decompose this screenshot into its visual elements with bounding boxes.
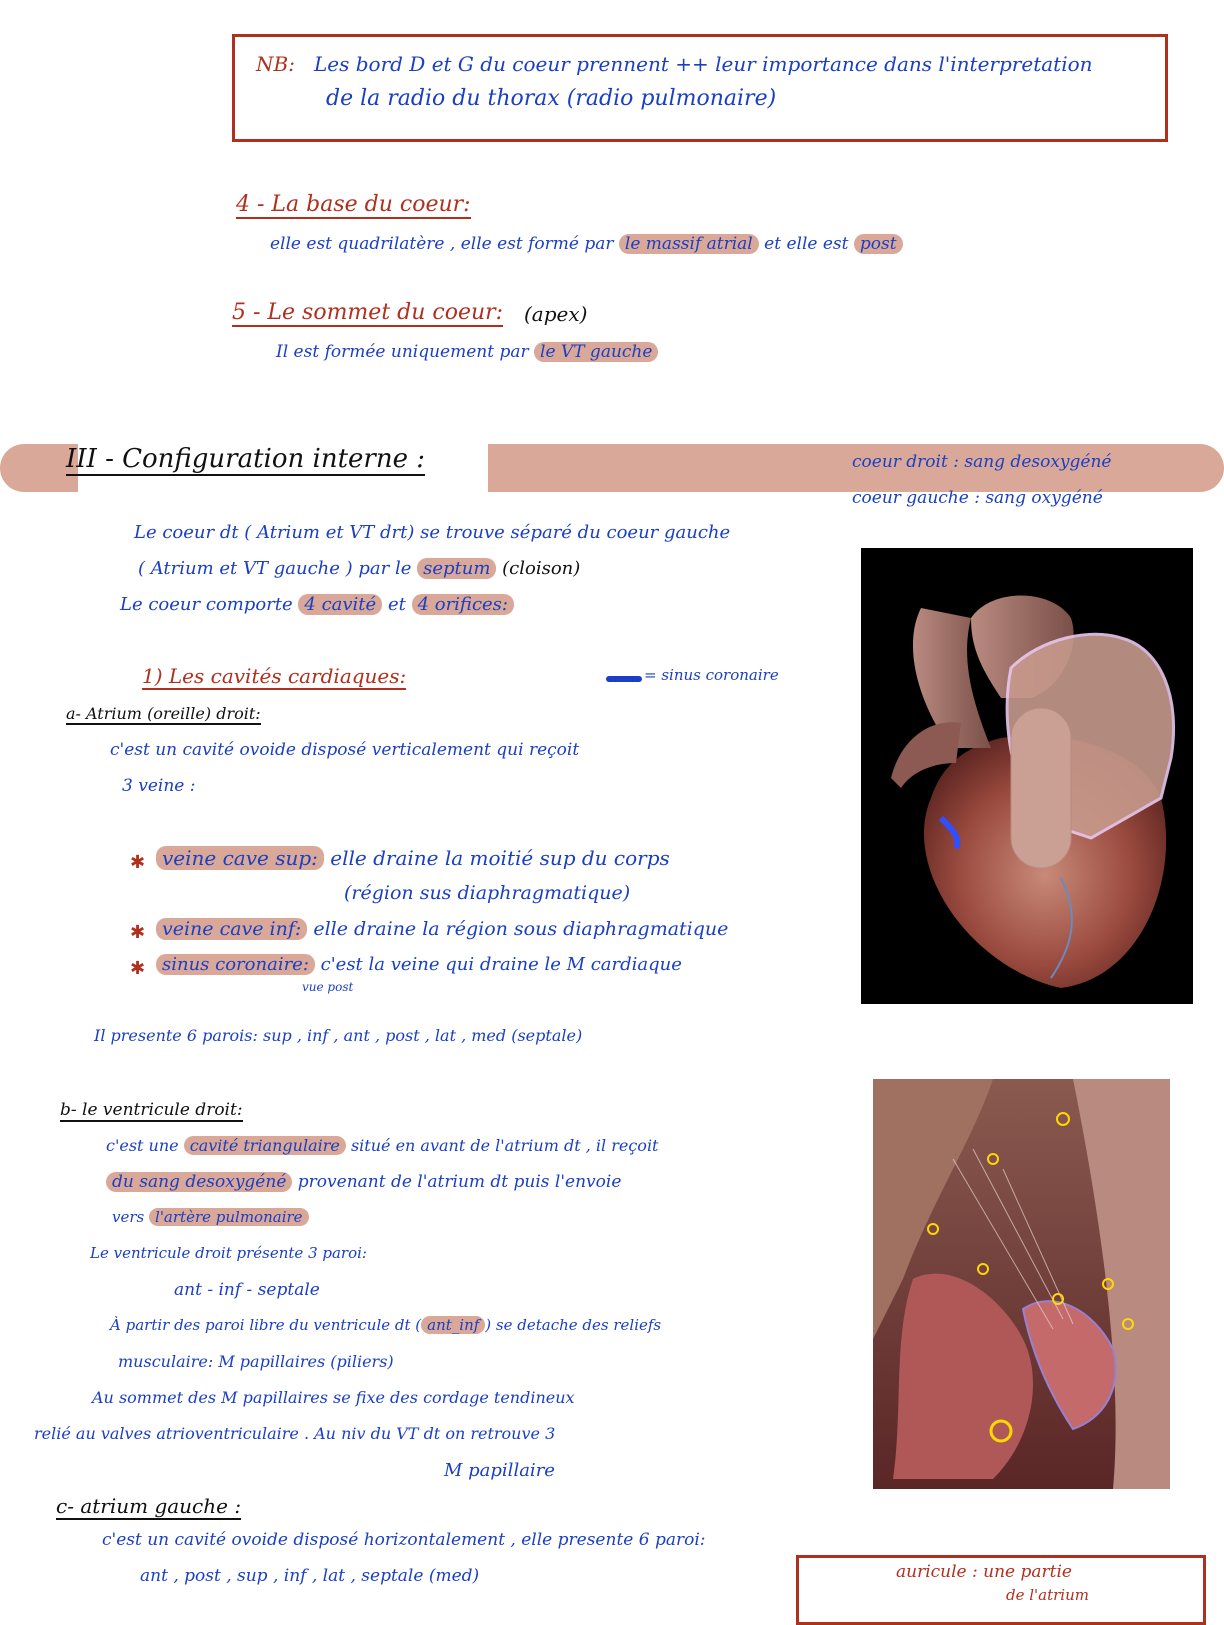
sinus-legend-swatch	[606, 676, 642, 682]
vd-line2-hl: du sang desoxygéné	[106, 1172, 292, 1192]
intro-line3-a: Le coeur comporte	[120, 594, 293, 615]
vd-line1-b: situé en avant de l'atrium dt , il reçoit	[350, 1136, 659, 1155]
intro-cloison: (cloison)	[502, 558, 581, 579]
vci-text: elle draine la région sous diaphragmatique	[313, 918, 729, 940]
heart-illustration	[861, 548, 1193, 1004]
ag-line2: ant , post , sup , inf , lat , septale (med)	[140, 1566, 480, 1586]
vd-line6	[110, 1316, 661, 1334]
vcs-text2: (région sus diaphragmatique)	[344, 882, 631, 904]
atrium-droit-title: a- Atrium (oreille) droit:	[66, 704, 261, 723]
legend-coeur-droit: coeur droit : sang desoxygéné	[852, 452, 1112, 472]
intro-line1: Le coeur dt ( Atrium et VT drt) se trouve séparé du coeur gauche	[134, 522, 731, 543]
nb-line1: Les bord D et G du coeur prennent ++ leur importance dans l'interpretation	[314, 52, 1093, 76]
section3-title: III - Configuration interne :	[66, 444, 425, 474]
ventricle-illustration	[873, 1079, 1170, 1489]
vd-line3-a: vers	[112, 1208, 145, 1226]
section5-apex: (apex)	[524, 302, 588, 326]
bullet-icon: ✱	[130, 922, 146, 943]
section4-text-b: et elle est	[764, 234, 849, 254]
nb-line2: de la radio du thorax (radio pulmonaire)	[326, 86, 777, 111]
vd-line2	[106, 1172, 621, 1192]
sinus-legend: = sinus coronaire	[644, 666, 779, 684]
bullet-sinus	[156, 954, 682, 975]
intro-line3	[120, 594, 514, 615]
vd-line1-hl: cavité triangulaire	[184, 1136, 346, 1155]
vd-line10: M papillaire	[444, 1460, 555, 1481]
vd-line1	[106, 1136, 658, 1155]
intro-orifices: 4 orifices:	[412, 594, 514, 615]
vd-line7: musculaire: M papillaires (piliers)	[118, 1352, 394, 1371]
vd-line9: relié au valves atrioventriculaire . Au niv du VT dt on retrouve 3	[34, 1424, 556, 1443]
intro-line2-a: ( Atrium et VT gauche ) par le	[138, 558, 412, 579]
vd-line1-a: c'est une	[106, 1136, 179, 1155]
vcs-label: veine cave sup:	[156, 846, 324, 870]
vd-line6-b: ) se detache des reliefs	[485, 1316, 662, 1334]
vd-line5: ant - inf - septale	[174, 1280, 320, 1300]
vd-line3	[112, 1208, 309, 1226]
intro-line3-b: et	[387, 594, 406, 615]
bullet-icon: ✱	[130, 852, 146, 873]
section5-text-main: Il est formée uniquement par	[276, 342, 529, 362]
vd-line3-hl: l'artère pulmonaire	[149, 1208, 309, 1226]
vd-line2-b: provenant de l'atrium dt puis l'envoie	[297, 1172, 622, 1192]
intro-septum: septum	[417, 558, 496, 579]
vci-label: veine cave inf:	[156, 918, 307, 940]
intro-cavites: 4 cavité	[298, 594, 382, 615]
bullet-icon: ✱	[130, 958, 146, 979]
bullet-vci	[156, 918, 728, 940]
section5-text	[276, 342, 658, 362]
bullet-vcs	[156, 846, 670, 870]
sinus-text: c'est la veine qui draine le M cardiaque	[320, 954, 682, 975]
section4-hl2: post	[854, 234, 903, 254]
auricule-text1: auricule : une partie	[896, 1562, 1072, 1582]
intro-line2	[138, 558, 580, 579]
ag-line1: c'est un cavité ovoide disposé horizontalement , elle presente 6 paroi:	[102, 1530, 706, 1550]
auricule-text2: de l'atrium	[1006, 1586, 1089, 1604]
sinus-label: sinus coronaire:	[156, 954, 315, 975]
vcs-text: elle draine la moitié sup du corps	[330, 846, 670, 870]
vd-line6-a: À partir des paroi libre du ventricule dt (	[110, 1316, 422, 1334]
section4-text-a: elle est quadrilatère , elle est formé par	[270, 234, 614, 254]
atrium-droit-line1: c'est un cavité ovoide disposé verticalement qui reçoit	[110, 740, 580, 760]
cavites-title: 1) Les cavités cardiaques:	[142, 664, 407, 688]
sinus-note: vue post	[302, 980, 354, 994]
section4-text	[270, 234, 903, 254]
legend-coeur-gauche: coeur gauche : sang oxygéné	[852, 488, 1103, 508]
section4-hl1: le massif atrial	[619, 234, 759, 254]
vd-line6-hl: ant_inf	[421, 1316, 485, 1334]
atrium-droit-line2: 3 veine :	[122, 776, 196, 796]
section5-hl: le VT gauche	[534, 342, 658, 362]
vd-line8: Au sommet des M papillaires se fixe des cordage tendineux	[92, 1388, 575, 1407]
vd-line4: Le ventricule droit présente 3 paroi:	[90, 1244, 367, 1262]
section4-title: 4 - La base du coeur:	[236, 192, 471, 217]
atrium-gauche-title: c- atrium gauche :	[56, 1494, 242, 1518]
section5-title: 5 - Le sommet du coeur:	[232, 300, 504, 325]
nb-label: NB:	[256, 52, 295, 76]
ventricule-droit-title: b- le ventricule droit:	[60, 1100, 243, 1120]
atrium-droit-parois: Il presente 6 parois: sup , inf , ant , post , lat , med (septale)	[94, 1026, 583, 1045]
